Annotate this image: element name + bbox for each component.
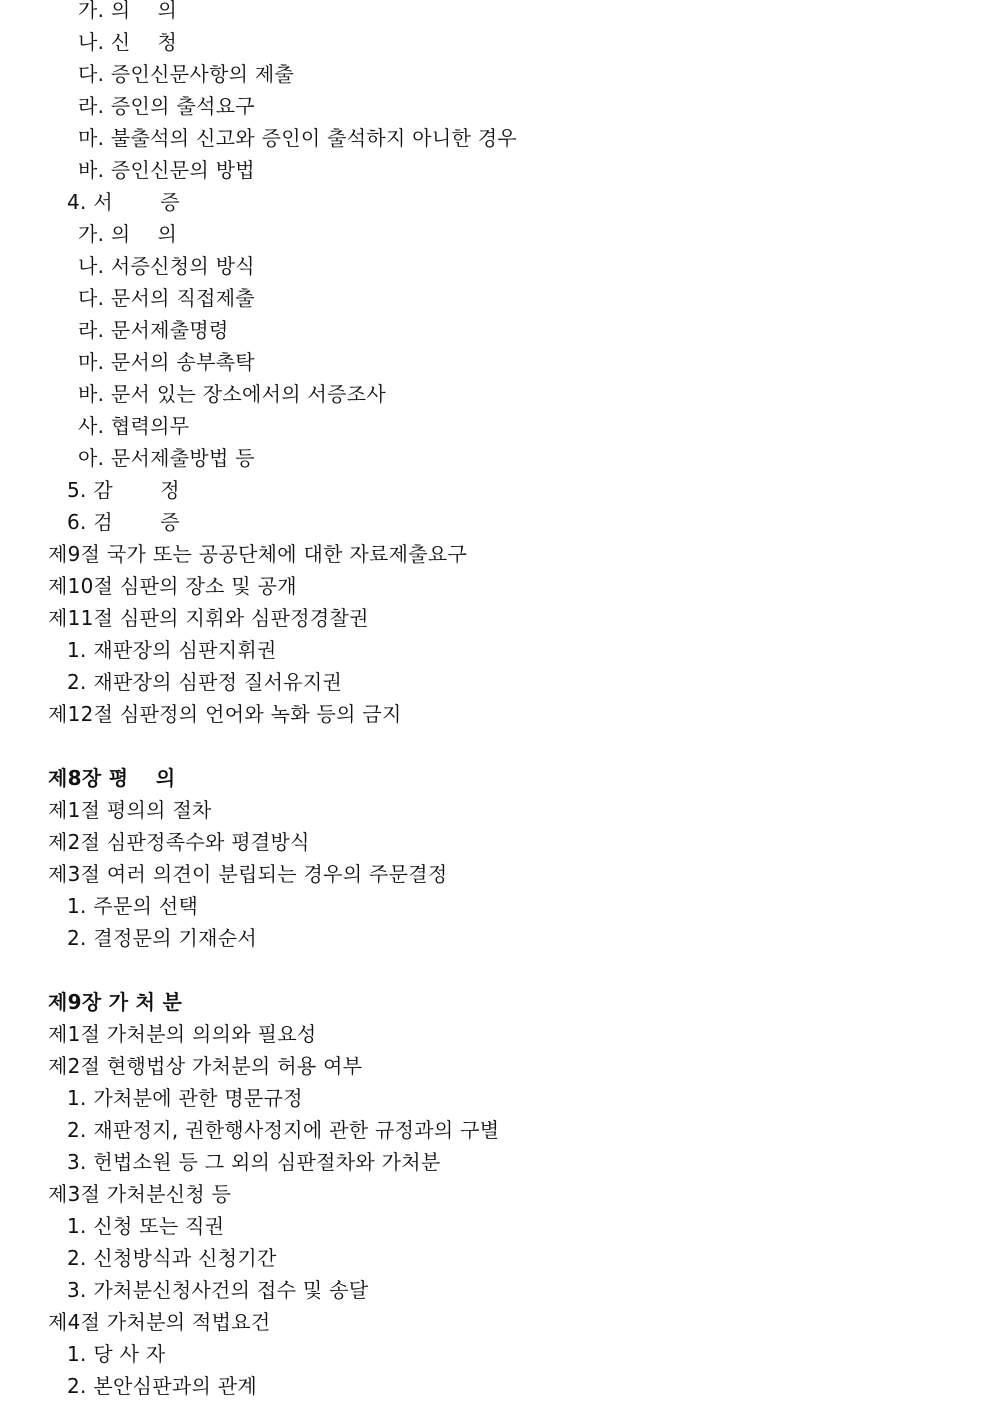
item-entry: 마. 불출석의 신고와 증인이 출석하지 아니한 경우 — [78, 126, 518, 150]
subsection-entry: 1. 신청 또는 직권 — [67, 1214, 225, 1238]
section-entry: 제4절 가처분의 적법요건 — [48, 1310, 271, 1334]
section-entry: 제10절 심판의 장소 및 공개 — [48, 574, 297, 598]
item-entry: 나. 신 청 — [78, 30, 178, 54]
subsection-entry: 1. 가처분에 관한 명문규정 — [67, 1086, 303, 1110]
item-entry: 가. 의 의 — [78, 0, 178, 22]
subsection-entry: 2. 재판장의 심판정 질서유지권 — [67, 670, 343, 694]
chapter-heading: 제9장 가 처 분 — [48, 990, 183, 1014]
subsection-entry: 3. 가처분신청사건의 접수 및 송달 — [67, 1278, 369, 1302]
section-entry: 제3절 가처분신청 등 — [48, 1182, 232, 1206]
subsection-entry: 6. 검 증 — [67, 510, 180, 534]
chapter-heading: 제8장 평 의 — [48, 766, 176, 790]
subsection-entry: 4. 서 증 — [67, 190, 180, 214]
item-entry: 바. 문서 있는 장소에서의 서증조사 — [78, 382, 386, 406]
item-entry: 마. 문서의 송부촉탁 — [78, 350, 255, 374]
blank-line — [0, 954, 992, 986]
item-entry: 가. 의 의 — [78, 222, 178, 246]
subsection-entry: 2. 결정문의 기재순서 — [67, 926, 257, 950]
item-entry: 사. 협력의무 — [78, 414, 190, 438]
section-entry: 제1절 평의의 절차 — [48, 798, 212, 822]
item-entry: 나. 서증신청의 방식 — [78, 254, 255, 278]
subsection-entry: 5. 감 정 — [67, 478, 180, 502]
section-entry: 제3절 여러 의견이 분립되는 경우의 주문결정 — [48, 862, 448, 886]
item-entry: 라. 증인의 출석요구 — [78, 94, 255, 118]
item-entry: 바. 증인신문의 방법 — [78, 158, 255, 182]
item-entry: 아. 문서제출방법 등 — [78, 446, 255, 470]
subsection-entry: 2. 신청방식과 신청기간 — [67, 1246, 277, 1270]
subsection-entry: 3. 헌법소원 등 그 외의 심판절차와 가처분 — [67, 1150, 441, 1174]
subsection-entry: 1. 재판장의 심판지휘권 — [67, 638, 277, 662]
section-entry: 제1절 가처분의 의의와 필요성 — [48, 1022, 317, 1046]
item-entry: 다. 문서의 직접제출 — [78, 286, 255, 310]
item-entry: 라. 문서제출명령 — [78, 318, 229, 342]
section-entry: 제12절 심판정의 언어와 녹화 등의 금지 — [48, 702, 402, 726]
blank-line — [0, 730, 992, 762]
subsection-entry: 1. 당 사 자 — [67, 1342, 166, 1366]
subsection-entry: 1. 주문의 선택 — [67, 894, 199, 918]
section-entry: 제2절 심판정족수와 평결방식 — [48, 830, 310, 854]
section-entry: 제2절 현행법상 가처분의 허용 여부 — [48, 1054, 363, 1078]
section-entry: 제11절 심판의 지휘와 심판정경찰권 — [48, 606, 369, 630]
subsection-entry: 2. 본안심판과의 관계 — [67, 1374, 257, 1398]
subsection-entry: 2. 재판정지, 권한행사정지에 관한 규정과의 구별 — [67, 1118, 500, 1142]
item-entry: 다. 증인신문사항의 제출 — [78, 62, 295, 86]
section-entry: 제9절 국가 또는 공공단체에 대한 자료제출요구 — [48, 542, 468, 566]
